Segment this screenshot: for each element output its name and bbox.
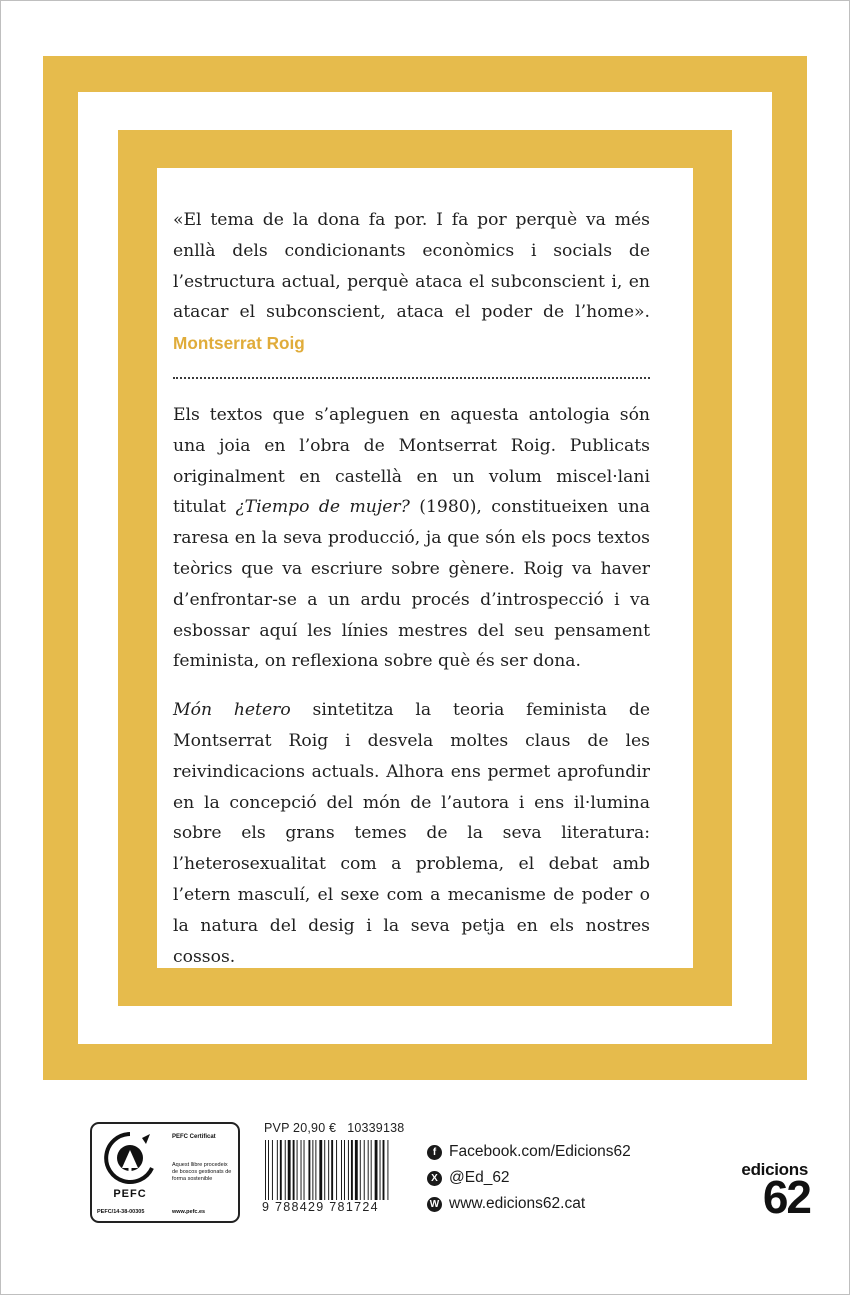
barcode-bar	[355, 1140, 358, 1200]
pefc-url: www.pefc.es	[172, 1209, 206, 1215]
paragraph-2-text: sintetitza la teoria feminista de Montserrat Roig i desvela moltes claus de les reivindicacions actuals. Alhora ens permet aprofundir en la concepció del món de l’autora i ens il·lumina sobre els grans temes de la seva literatura: l’heterosexualitat com a problema, el debat amb l’etern masculí, el sexe com a mecanisme de poder o la natura del desig i la seva petja en els nostres cossos.	[173, 700, 650, 967]
barcode-bar	[331, 1140, 333, 1200]
publisher-name: edicions	[741, 1160, 808, 1179]
barcode-bar	[304, 1140, 305, 1200]
pefc-certificate-number: PEFC/14-38-00305	[97, 1209, 145, 1215]
quote	[173, 205, 650, 360]
barcode-bar	[328, 1140, 329, 1200]
barcode-bar	[319, 1140, 322, 1200]
barcode-bar	[312, 1140, 313, 1200]
paragraph-2	[173, 695, 650, 972]
quote-author: Montserrat Roig	[173, 333, 305, 354]
product-code: 10339138	[347, 1121, 405, 1135]
barcode-bar	[280, 1140, 282, 1200]
dotted-divider	[173, 377, 650, 379]
barcode-bar	[277, 1140, 278, 1200]
facebook-link[interactable]	[427, 1143, 631, 1161]
barcode-bar	[341, 1140, 342, 1200]
paragraph-1-text-a: Els textos que s’apleguen en aquesta antologia són una joia en l’obra de Montserrat Roig. Publicats originalment en castellà en un volum miscel·lani titulat	[173, 404, 650, 518]
x-text: @Ed_62	[449, 1169, 510, 1186]
publisher-number: 62	[762, 1171, 810, 1223]
barcode-bar	[351, 1140, 353, 1200]
book-title-mon-hetero: Món hetero	[173, 700, 291, 721]
pefc-title: PEFC Certificat	[172, 1134, 216, 1140]
barcode-bar	[293, 1140, 295, 1200]
website-text: www.edicions62.cat	[449, 1195, 586, 1212]
barcode-bar	[344, 1140, 345, 1200]
pefc-logo-text: PEFC	[113, 1188, 147, 1200]
barcode-bar	[268, 1140, 269, 1200]
barcode-bar	[387, 1140, 388, 1200]
quote-text: «El tema de la dona fa por. I fa por perquè va més enllà dels condicionants econòmics i socials de l’estructura actual, perquè ataca el subconscient i, en atacar el subconscient, ataca el poder de l’home».	[173, 210, 650, 323]
barcode-bar	[383, 1140, 385, 1200]
facebook-icon: f	[427, 1145, 442, 1160]
price-line	[264, 1121, 404, 1135]
facebook-text: Facebook.com/Edicions62	[449, 1143, 631, 1160]
x-icon: X	[427, 1171, 442, 1186]
barcode-bar	[380, 1140, 381, 1200]
barcode-bar	[364, 1140, 365, 1200]
website-link[interactable]	[427, 1195, 585, 1213]
barcode-bar	[360, 1140, 361, 1200]
barcode-bar	[348, 1140, 349, 1200]
pefc-description: Aquest llibre procedeix de boscos gestionats de forma sostenible	[172, 1162, 232, 1182]
barcode-bar	[272, 1140, 273, 1200]
barcode-bar	[285, 1140, 286, 1200]
barcode-bar	[297, 1140, 298, 1200]
barcode-bar	[368, 1140, 369, 1200]
barcode-icon	[264, 1140, 409, 1200]
barcode-bar	[288, 1140, 291, 1200]
x-link[interactable]	[427, 1169, 510, 1187]
barcode-bar	[336, 1140, 337, 1200]
book-title-tiempo: ¿Tiempo de mujer?	[235, 497, 410, 518]
web-icon: W	[427, 1197, 442, 1212]
price-label: PVP 20,90 €	[264, 1121, 337, 1135]
barcode-bar	[371, 1140, 372, 1200]
barcode-bar	[324, 1140, 325, 1200]
barcode-bar	[265, 1140, 266, 1200]
barcode-bar	[301, 1140, 302, 1200]
blurb	[173, 205, 650, 972]
pefc-certification-box	[90, 1122, 240, 1223]
paragraph-1	[173, 400, 650, 677]
isbn-number: 9 788429 781724	[262, 1200, 379, 1214]
barcode-bar	[308, 1140, 310, 1200]
barcode-bar	[315, 1140, 316, 1200]
paragraph-1-text-b: (1980), constitueixen una raresa en la seva producció, ja que són els pocs textos teòrics que va escriure sobre gènere. Roig va haver d’enfrontar-se a un ardu procés d’introspecció i va esbossar aquí les línies mestres del seu pensament feminista, on reflexiona sobre què és ser dona.	[173, 497, 650, 672]
barcode-bar	[375, 1140, 378, 1200]
